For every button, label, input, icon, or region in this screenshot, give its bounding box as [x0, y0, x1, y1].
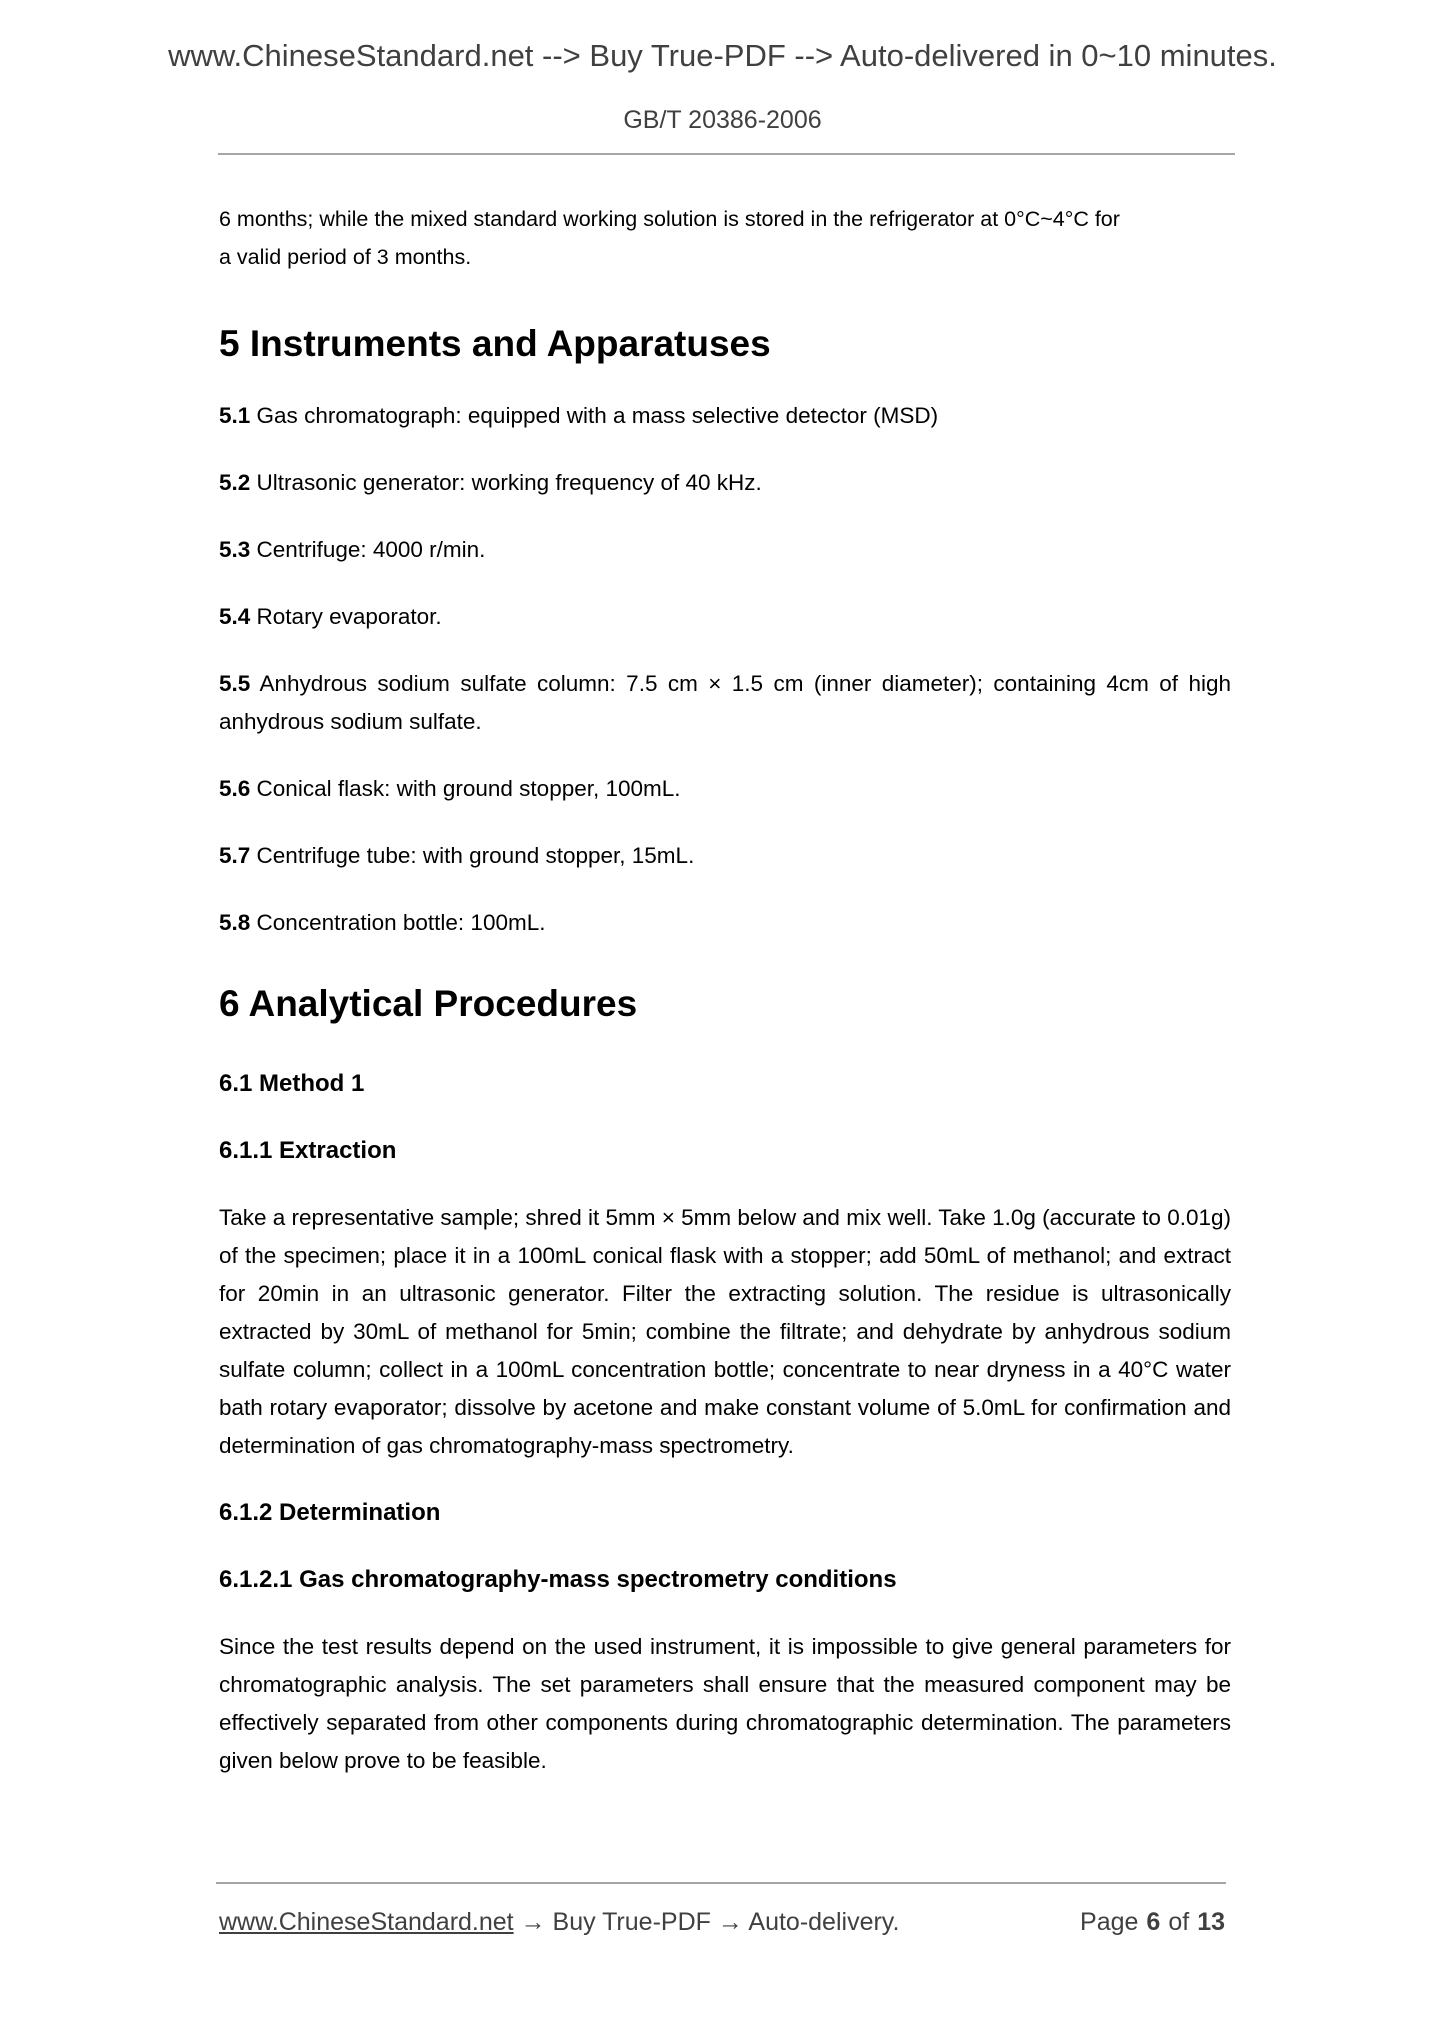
- item-5-8: [219, 904, 1231, 942]
- item-text: Rotary evaporator.: [256, 604, 442, 629]
- item-text: Centrifuge: 4000 r/min.: [256, 537, 486, 562]
- conditions-paragraph: Since the test results depend on the used instrument, it is impossible to give general parameters for chromatographic analysis. The set parameters shall ensure that the measured component may be effectively separated from other components during chromatographic determination. The parameters given below prove to be feasible.: [219, 1634, 1231, 1773]
- item-text: Conical flask: with ground stopper, 100mL.: [256, 776, 681, 801]
- subsection-6-1-1: 6.1.1 Extraction: [219, 1137, 397, 1164]
- document-code: GB/T 20386-2006: [623, 106, 822, 134]
- item-text: Anhydrous sodium sulfate column: 7.5 cm × 1.5 cm (inner diameter); containing 4cm of high anhydrous sodium sulfate.: [219, 671, 1231, 734]
- top-banner: www.ChineseStandard.net --> Buy True-PDF --> Auto-delivered in 0~10 minutes.: [168, 38, 1277, 73]
- item-number: 5.2: [219, 470, 251, 495]
- item-text: Ultrasonic generator: working frequency of 40 kHz.: [256, 470, 762, 495]
- subsection-6-1-2: 6.1.2 Determination: [219, 1499, 441, 1526]
- intro-line-2: a valid period of 3 months.: [219, 245, 472, 269]
- item-number: 5.5: [219, 671, 251, 696]
- item-number: 5.4: [219, 604, 251, 629]
- footer-promo-text: → Buy True-PDF → Auto-delivery.: [513, 1908, 900, 1936]
- item-text: Concentration bottle: 100mL.: [256, 910, 546, 935]
- item-text: Centrifuge tube: with ground stopper, 15mL.: [256, 843, 695, 868]
- section-5-title: 5 Instruments and Apparatuses: [219, 323, 771, 364]
- page-label: Page: [1080, 1908, 1139, 1936]
- item-5-5: [219, 665, 1231, 741]
- item-5-1: [219, 397, 1231, 435]
- page-total: 13: [1197, 1908, 1225, 1936]
- footer-promo: [219, 1908, 899, 1937]
- page-current: 6: [1146, 1908, 1161, 1936]
- item-5-7: [219, 837, 1231, 875]
- item-number: 5.6: [219, 776, 251, 801]
- site-link[interactable]: www.ChineseStandard.net: [219, 1908, 514, 1936]
- page-footer: [219, 1908, 1225, 1937]
- item-5-3: [219, 531, 1231, 569]
- item-5-2: [219, 464, 1231, 502]
- item-number: 5.3: [219, 537, 251, 562]
- section-6-title: 6 Analytical Procedures: [219, 983, 638, 1024]
- extraction-paragraph: Take a representative sample; shred it 5mm × 5mm below and mix well. Take 1.0g (accurate to 0.01g) of the specimen; place it in a 100mL conical flask with a stopper; add 50mL of methanol; and extract for 20min in an ultrasonic generator. Filter the extracting solution. The residue is ultrasonically extracted by 30mL of methanol for 5min; combine the filtrate; and dehydrate by anhydrous sodium sulfate column; collect in a 100mL concentration bottle; concentrate to near dryness in a 40°C water bath rotary evaporator; dissolve by acetone and make constant volume of 5.0mL for confirmation and determination of gas chromatography-mass spectrometry.: [219, 1205, 1231, 1458]
- page-indicator: [1080, 1908, 1225, 1937]
- of-label: of: [1168, 1908, 1190, 1936]
- page-content: [219, 200, 1231, 1780]
- item-text: Gas chromatograph: equipped with a mass selective detector (MSD): [256, 403, 939, 428]
- subsection-6-1: 6.1 Method 1: [219, 1070, 365, 1097]
- intro-line-1: 6 months; while the mixed standard working solution is stored in the refrigerator at 0°C~4°C for: [219, 207, 1120, 231]
- subsection-6-1-2-1: 6.1.2.1 Gas chromatography-mass spectrometry conditions: [219, 1566, 897, 1593]
- header-divider: [218, 153, 1235, 155]
- item-number: 5.7: [219, 843, 251, 868]
- item-number: 5.1: [219, 403, 251, 428]
- item-5-6: [219, 770, 1231, 808]
- footer-divider: [216, 1882, 1226, 1884]
- item-number: 5.8: [219, 910, 251, 935]
- item-5-4: [219, 598, 1231, 636]
